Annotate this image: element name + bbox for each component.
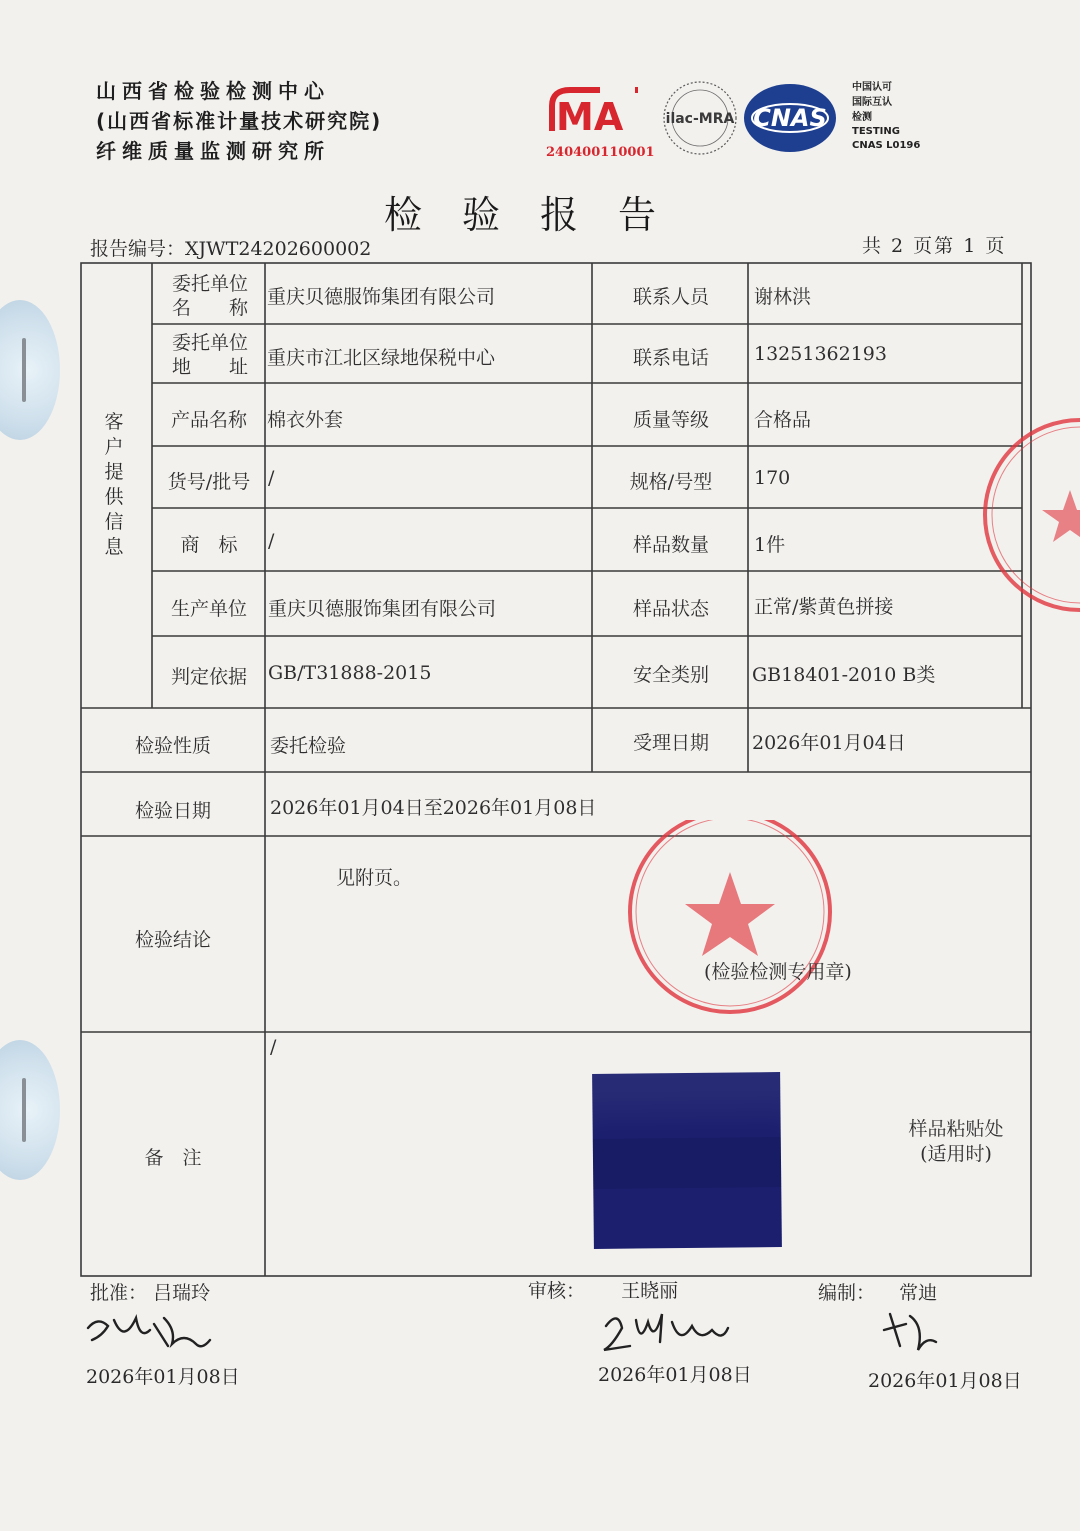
client-name-label-line2: 名 称 <box>171 297 248 319</box>
sample-state-label: 样品状态 <box>632 598 709 620</box>
client-address-label-line1: 委托单位 <box>171 332 248 354</box>
product-value: 棉衣外套 <box>267 409 344 431</box>
approver-date: 2026年01月08日 <box>86 1366 240 1388</box>
maker-label: 生产单位 <box>170 598 247 620</box>
ilac-text: ilac-MRA <box>665 111 735 127</box>
cma-logo-icon <box>546 90 655 160</box>
cert-label-2: 国际互认 <box>852 97 892 108</box>
quantity-value: 1件 <box>754 534 786 556</box>
inspection-nature-label: 检验性质 <box>134 735 211 757</box>
binder-clip-top <box>0 300 60 440</box>
cert-label-3: 检测 <box>852 112 872 123</box>
org-line-1: 山西省检验检测中心 <box>96 79 330 103</box>
sample-paste-area-label <box>896 1117 1016 1167</box>
grade-value: 合格品 <box>754 409 812 431</box>
compiler-date: 2026年01月08日 <box>868 1370 1022 1392</box>
client-name-value: 重庆贝德服饰集团有限公司 <box>267 286 496 308</box>
compiler-signature-icon <box>880 1306 940 1356</box>
organization-header <box>96 76 382 166</box>
customer-info-section-label: 客户提供信息 <box>104 411 124 558</box>
reviewer-block <box>528 1276 678 1303</box>
sample-paste-line1: 样品粘贴处 <box>908 1118 1004 1140</box>
edge-seal-icon <box>975 415 1080 635</box>
reviewer-name: 王晓丽 <box>621 1280 679 1302</box>
cma-code: 240400110001 <box>546 145 655 160</box>
inspection-nature-value: 委托检验 <box>270 735 347 757</box>
conclusion-value: 见附页。 <box>336 867 413 889</box>
page-info: 共 2 页第 1 页 <box>862 235 1007 257</box>
client-name-label-line1: 委托单位 <box>171 273 248 295</box>
spec-label: 规格/号型 <box>629 471 713 493</box>
approver-block <box>90 1278 210 1305</box>
phone-value: 13251362193 <box>754 343 887 365</box>
approver-signature-icon <box>84 1310 214 1354</box>
cert-label-4: TESTING <box>852 126 900 137</box>
grade-label: 质量等级 <box>632 409 709 431</box>
report-number-label: 报告编号： <box>90 238 186 260</box>
batch-value: / <box>268 467 275 489</box>
client-address-label <box>158 331 262 379</box>
cert-label-5: CNAS L0196 <box>852 140 921 151</box>
reviewer-date: 2026年01月08日 <box>598 1364 752 1386</box>
safety-label: 安全类别 <box>632 664 709 686</box>
approver-label: 批准： <box>90 1282 148 1304</box>
safety-value: GB18401-2010 B类 <box>752 664 936 686</box>
cnas-text: CNAS <box>753 104 827 132</box>
fabric-sample-swatch <box>592 1072 782 1249</box>
spec-value: 170 <box>754 467 791 489</box>
inspection-date-value: 2026年01月04日至2026年01月08日 <box>270 797 597 819</box>
product-label: 产品名称 <box>170 409 247 431</box>
client-address-label-line2: 地 址 <box>171 356 248 378</box>
compiler-label: 编制： <box>818 1282 876 1304</box>
basis-value: GB/T31888-2015 <box>268 662 432 684</box>
accept-date-value: 2026年01月04日 <box>752 732 906 754</box>
basis-label: 判定依据 <box>170 666 247 688</box>
batch-label: 货号/批号 <box>167 471 251 493</box>
ilac-mra-logo-icon <box>664 82 736 154</box>
contact-label: 联系人员 <box>632 286 709 308</box>
inspection-date-label: 检验日期 <box>134 800 211 822</box>
remark-value: / <box>270 1036 277 1058</box>
phone-label: 联系电话 <box>632 347 709 369</box>
maker-value: 重庆贝德服饰集团有限公司 <box>268 598 497 620</box>
report-number <box>90 234 371 261</box>
report-title: 检验报告 <box>383 193 696 237</box>
binder-clip-bottom <box>0 1040 60 1180</box>
official-seal-icon <box>620 820 850 1050</box>
accept-date-label: 受理日期 <box>632 732 709 754</box>
conclusion-label: 检验结论 <box>134 929 211 951</box>
org-line-2: (山西省标准计量技术研究院) <box>96 109 383 133</box>
sample-paste-line2: (适用时) <box>920 1143 992 1165</box>
report-number-value: XJWT24202600002 <box>185 238 372 260</box>
reviewer-signature-icon <box>600 1306 730 1356</box>
cma-text: MA <box>556 95 624 139</box>
certification-logos <box>540 76 940 166</box>
org-line-3: 纤维质量监测研究所 <box>96 139 330 163</box>
seal-caption: (检验检测专用章) <box>704 961 852 983</box>
compiler-block <box>818 1278 937 1305</box>
reviewer-label: 审核： <box>528 1280 586 1302</box>
brand-value: / <box>268 530 275 552</box>
client-name-label <box>158 272 262 320</box>
compiler-name: 常迪 <box>899 1282 938 1304</box>
cnas-logo-icon <box>744 84 836 152</box>
brand-label: 商 标 <box>180 534 238 556</box>
sample-state-value: 正常/紫黄色拼接 <box>754 596 894 618</box>
remark-label: 备 注 <box>144 1147 202 1169</box>
quantity-label: 样品数量 <box>632 534 709 556</box>
contact-value: 谢林洪 <box>754 286 812 308</box>
cert-label-1: 中国认可 <box>852 82 892 93</box>
client-address-value: 重庆市江北区绿地保税中心 <box>267 347 496 369</box>
approver-name: 吕瑞玲 <box>153 1282 211 1304</box>
